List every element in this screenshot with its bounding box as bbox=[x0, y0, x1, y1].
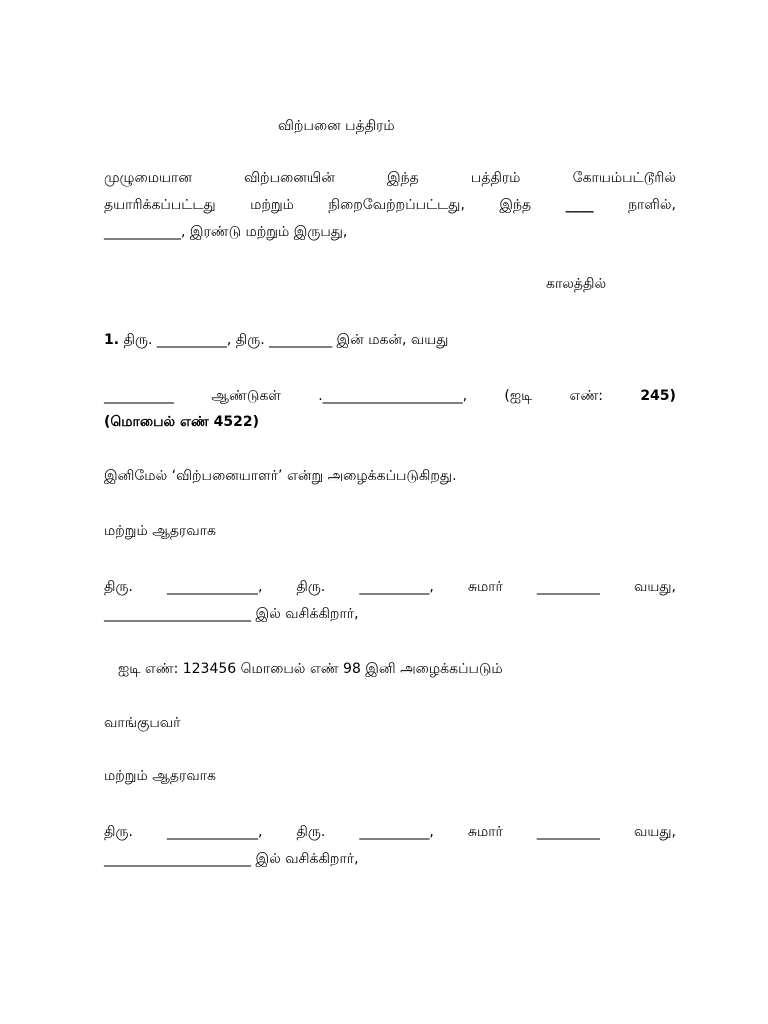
buyer-word: திரு. bbox=[296, 579, 326, 595]
seller-word: எண்: bbox=[569, 388, 604, 404]
seller-word: .____________________, bbox=[318, 388, 468, 404]
buyer-word: _________ bbox=[536, 579, 600, 595]
witness-line-1 bbox=[104, 822, 676, 842]
witness-line-2: _____________________ இல் வசிக்கிறார், bbox=[104, 851, 359, 867]
witness-word: வயது, bbox=[633, 824, 676, 840]
buyer-word: திரு. bbox=[104, 579, 133, 595]
intro-word: இந்த bbox=[499, 197, 532, 213]
intro-word: இந்த bbox=[386, 170, 419, 186]
witness-word: __________, bbox=[359, 824, 434, 840]
item-number: 1. bbox=[104, 332, 120, 348]
intro-word: விற்பனையின் bbox=[244, 170, 335, 186]
buyer-word: வயது, bbox=[633, 579, 676, 595]
document-title: விற்பனை பத்திரம் bbox=[278, 118, 395, 134]
buyer-line-2: _____________________ இல் வசிக்கிறார், bbox=[104, 606, 359, 622]
witness-word: _________ bbox=[536, 824, 600, 840]
intro-line-2 bbox=[104, 195, 676, 215]
seller-word: (ஐடி bbox=[504, 388, 533, 404]
seller-mobile: (மொபைல் எண் 4522) bbox=[104, 414, 260, 430]
buyer-word: _____________, bbox=[166, 579, 263, 595]
intro-line-1 bbox=[104, 168, 676, 188]
intro-word: முழுமையான bbox=[104, 170, 192, 186]
witness-word: சுமார் bbox=[467, 824, 503, 840]
intro-word: மற்றும் bbox=[250, 197, 294, 213]
seller-line-2 bbox=[104, 386, 676, 406]
seller-word: ஆண்டுகள் bbox=[211, 388, 281, 404]
witness-word: _____________, bbox=[166, 824, 263, 840]
buyer-word: சுமார் bbox=[467, 579, 503, 595]
day-blank: ____ bbox=[565, 197, 594, 213]
buyer-line-1 bbox=[104, 577, 676, 597]
seller-line-1 bbox=[104, 330, 676, 350]
witness-word: திரு. bbox=[104, 824, 133, 840]
buyer-role: வாங்குபவர் bbox=[104, 715, 181, 731]
intro-word: பத்திரம் bbox=[470, 170, 521, 186]
seller-called: இனிமேல் ‘விற்பனையாளர்’ என்று அழைக்கப்படுகிறது. bbox=[104, 468, 457, 484]
intro-line-3: ___________, இரண்டு மற்றும் இருபது, bbox=[104, 224, 348, 240]
and-in-favour-1: மற்றும் ஆதரவாக bbox=[104, 523, 216, 539]
period-text: காலத்தில் bbox=[546, 276, 607, 292]
buyer-id-line: ஐடி எண்: 123456 மொபைல் எண் 98 இனி அழைக்கப்படும் bbox=[118, 661, 503, 677]
buyer-word: __________, bbox=[359, 579, 434, 595]
seller-name-text: திரு. __________, திரு. _________ இன் மகன், வயது bbox=[119, 332, 449, 348]
intro-word: கோயம்பட்டூரில் bbox=[572, 170, 676, 186]
witness-word: திரு. bbox=[296, 824, 326, 840]
and-in-favour-2: மற்றும் ஆதரவாக bbox=[104, 768, 216, 784]
intro-word: தயாரிக்கப்பட்டது bbox=[104, 197, 216, 213]
intro-word: நாளில், bbox=[628, 197, 676, 213]
seller-word: __________ bbox=[104, 388, 174, 404]
seller-id-number: 245) bbox=[640, 388, 676, 404]
intro-word: நிறைவேற்றப்பட்டது, bbox=[328, 197, 465, 213]
